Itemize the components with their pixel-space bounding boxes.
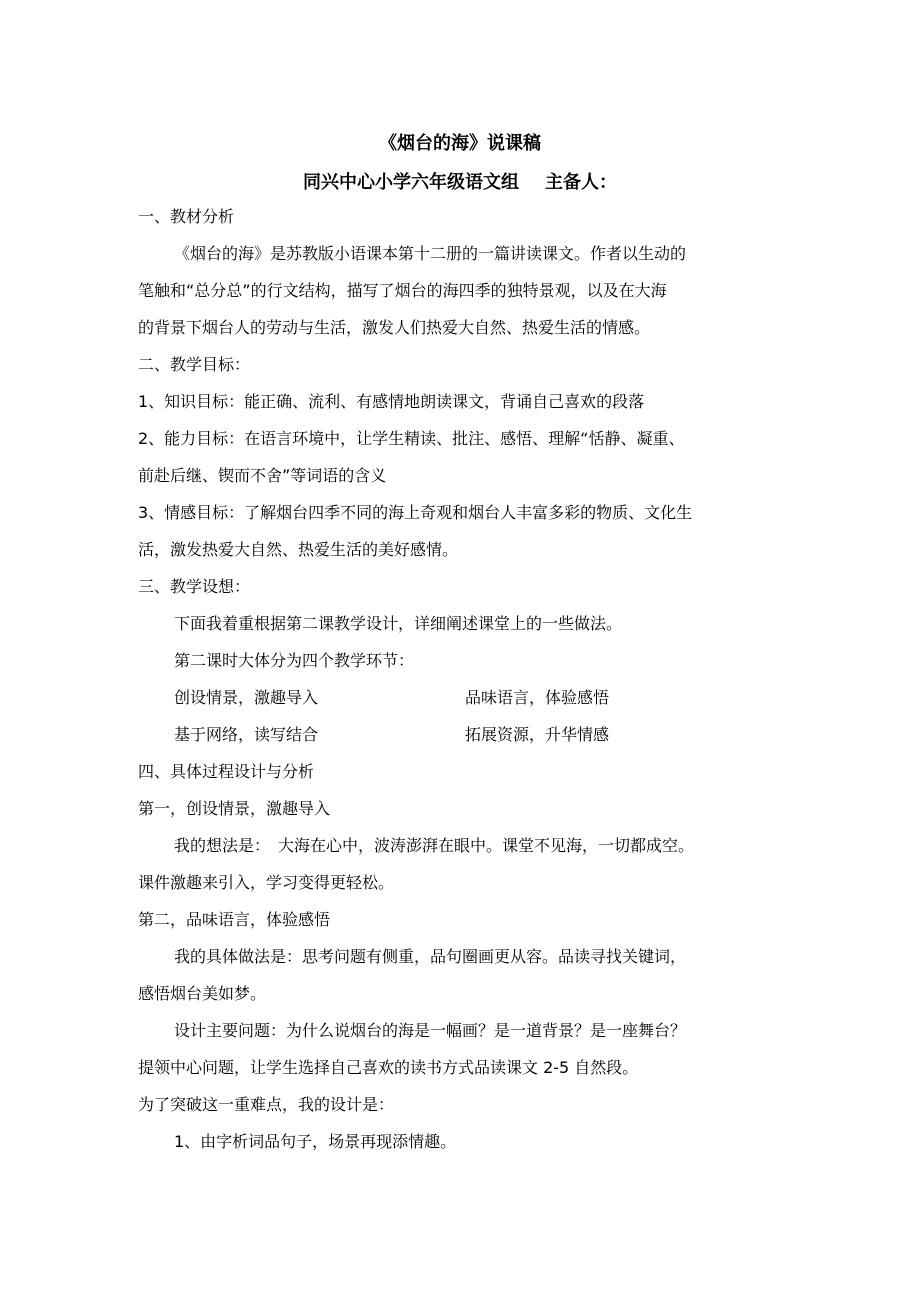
paragraph-line: 2、能力目标：在语言环境中，让学生精读、批注、感悟、理解“恬静、凝重、	[138, 429, 685, 448]
step-item: 拓展资源，升华情感	[465, 725, 610, 744]
paragraph-line: 1、由字析词品句子，场景再现添情趣。	[174, 1132, 457, 1151]
section-heading-plan: 三、教学设想：	[138, 577, 251, 596]
paragraph-line: 3、情感目标：了解烟台四季不同的海上奇观和烟台人丰富多彩的物质、文化生	[138, 503, 693, 522]
document-subtitle	[0, 169, 920, 197]
section-heading-goals: 二、教学目标：	[138, 355, 251, 374]
step-item: 品味语言，体验感悟	[465, 688, 610, 707]
subtitle-group: 同兴中心小学六年级语文组	[303, 172, 519, 193]
document-title: 《烟台的海》说课稿	[379, 133, 541, 154]
section-heading-material: 一、教材分析	[138, 207, 235, 226]
paragraph-line: 感悟烟台美如梦。	[138, 984, 267, 1003]
paragraph-line: 提领中心问题，让学生选择自己喜欢的读书方式品读课文 2-5 自然段。	[138, 1058, 639, 1077]
paragraph-line: 课件激趣来引入，学习变得更轻松。	[138, 873, 395, 892]
paragraph-line: 我的具体做法是：思考问题有侧重，品句圈画更从容。品读寻找关键词，	[174, 947, 687, 966]
paragraph-line: 设计主要问题：为什么说烟台的海是一幅画？是一道背景？是一座舞台？	[174, 1021, 687, 1040]
paragraph-line: 为了突破这一重难点，我的设计是：	[138, 1095, 395, 1114]
subsection-heading: 第二，品味语言，体验感悟	[138, 910, 331, 929]
paragraph-line: 下面我着重根据第二课教学设计，详细阐述课堂上的一些做法。	[174, 614, 623, 633]
section-heading-process: 四、具体过程设计与分析	[138, 762, 315, 781]
paragraph-line: 的背景下烟台人的劳动与生活，激发人们热爱大自然、热爱生活的情感。	[138, 318, 651, 337]
paragraph-line: 笔触和“总分总”的行文结构，描写了烟台的海四季的独特景观，以及在大海	[138, 281, 667, 300]
paragraph-line: 活，激发热爱大自然、热爱生活的美好感情。	[138, 540, 459, 559]
paragraph-line: 前赴后继、锲而不舍”等词语的含义	[138, 466, 387, 485]
paragraph-line: 1、知识目标：能正确、流利、有感情地朗读课文，背诵自己喜欢的段落	[138, 392, 645, 411]
subtitle-preparer: 主备人：	[545, 172, 617, 193]
step-item: 基于网络，读写结合	[174, 725, 319, 744]
paragraph-line: 《烟台的海》是苏教版小语课本第十二册的一篇讲读课文。作者以生动的	[174, 244, 687, 263]
subsection-heading: 第一，创设情景，激趣导入	[138, 799, 331, 818]
paragraph-line: 第二课时大体分为四个教学环节：	[174, 651, 415, 670]
paragraph-line: 我的想法是： 大海在心中，波涛澎湃在眼中。课堂不见海，一切都成空。	[174, 836, 695, 855]
step-item: 创设情景，激趣导入	[174, 688, 319, 707]
